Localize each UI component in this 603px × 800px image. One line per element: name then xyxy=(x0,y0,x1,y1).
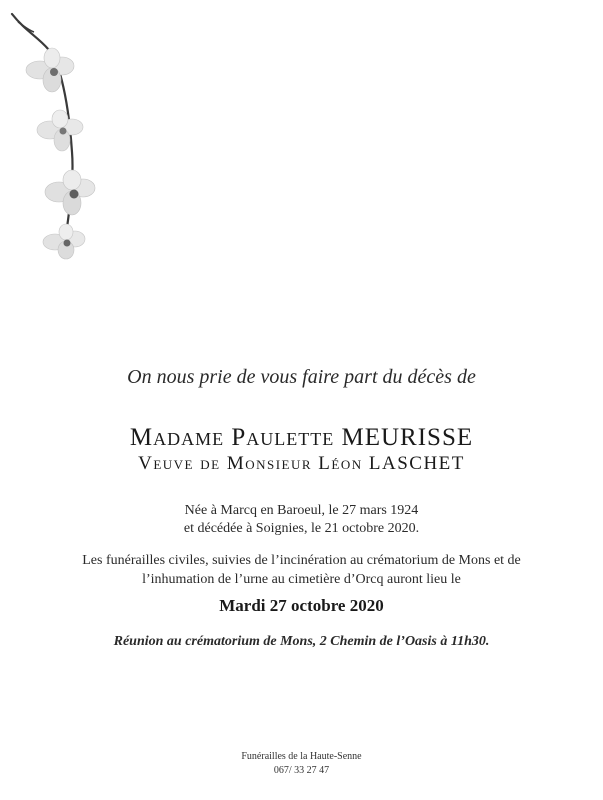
intro-text: On nous prie de vous faire part du décès de xyxy=(127,366,476,388)
widow-prefix: Veuve de Monsieur Léon xyxy=(138,453,363,474)
deceased-title-name: Madame Paulette xyxy=(129,424,335,451)
deceased-name xyxy=(0,424,603,452)
birth-line: Née à Marcq en Baroeul, le 27 mars 1924 xyxy=(184,503,419,518)
death-line: et décédée à Soignies, le 21 octobre 2020. xyxy=(183,521,420,536)
meeting-info: Réunion au crématorium de Mons, 2 Chemin de l’Oasis à 11h30. xyxy=(113,634,490,649)
footer-phone: 067/ 33 27 47 xyxy=(273,765,330,776)
deceased-surname: MEURISSE xyxy=(341,424,474,451)
funeral-info xyxy=(0,551,603,589)
funeral-date: Mardi 27 octobre 2020 xyxy=(219,596,384,615)
birth-death-info xyxy=(0,502,603,538)
footer-company: Funérailles de la Haute-Senne xyxy=(241,751,362,762)
funeral-line-2: l’inhumation de l’urne au cimetière d’Orcq auront lieu le xyxy=(142,572,461,587)
funeral-line-1: Les funérailles civiles, suivies de l’incinération au crématorium de Mons et de xyxy=(82,553,521,568)
orchid-branch-icon xyxy=(10,12,100,262)
widow-surname: LASCHET xyxy=(368,453,465,474)
widow-of xyxy=(0,453,603,475)
footer xyxy=(0,750,603,778)
